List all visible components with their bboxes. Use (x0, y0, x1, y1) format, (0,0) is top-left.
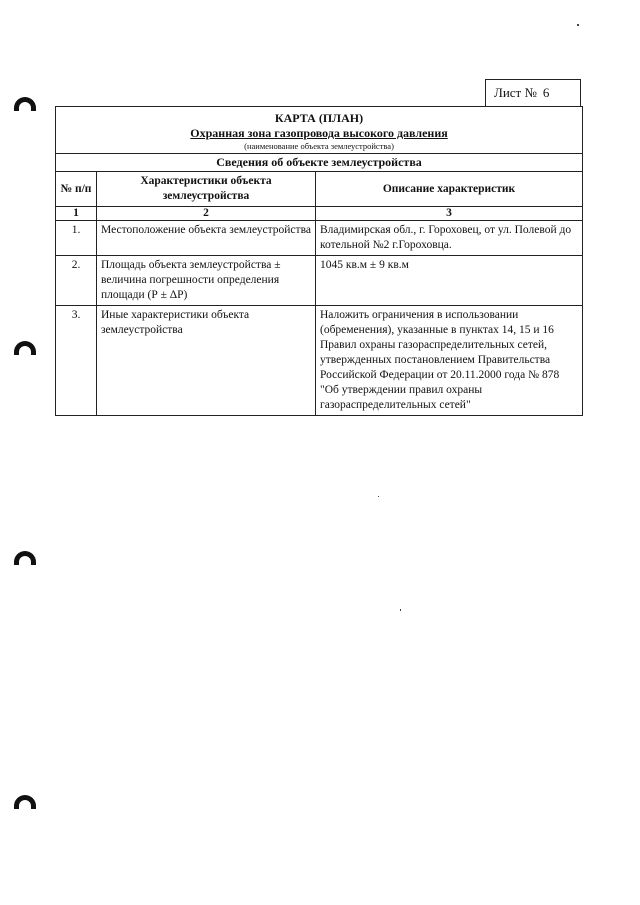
row-description: Владимирская обл., г. Гороховец, от ул. Полевой до котельной №2 г.Гороховца. (316, 221, 583, 256)
sheet-number: 6 (542, 85, 550, 100)
table-row (56, 221, 583, 256)
punch-hole-mark (14, 341, 36, 355)
table-row (56, 256, 583, 306)
map-header (56, 107, 583, 154)
section-title: Сведения об объекте землеустройства (56, 154, 583, 172)
sheet-label: Лист № (494, 85, 537, 100)
punch-hole-mark (14, 795, 36, 809)
land-object-table (55, 106, 583, 416)
row-characteristic: Площадь объекта землеустройства ± величина погрешности определения площади (Р ± ΔР) (97, 256, 316, 306)
row-characteristic: Иные характеристики объекта землеустройства (97, 306, 316, 416)
object-name: Охранная зона газопровода высокого давления (190, 126, 448, 140)
row-description: Наложить ограничения в использовании (обременения), указанные в пунктах 14, 15 и 16 Правил охраны газораспределительных сетей, утвержденных постановлением Правительства Российской Федерации от 20.11.2000 года № 878 "Об утверждении правил охраны газораспределительных сетей" (316, 306, 583, 416)
punch-hole-mark (14, 97, 36, 111)
row-number: 3. (56, 306, 97, 416)
row-description: 1045 кв.м ± 9 кв.м (316, 256, 583, 306)
column-number: 1 (56, 207, 97, 221)
object-name-caption: (наименование объекта землеустройства) (244, 141, 394, 151)
sheet-number-box (485, 79, 581, 107)
row-number: 1. (56, 221, 97, 256)
column-header-number: № п/п (56, 172, 97, 207)
scan-speck (378, 496, 379, 497)
row-number: 2. (56, 256, 97, 306)
punch-hole-mark (14, 551, 36, 565)
column-number: 3 (316, 207, 583, 221)
scan-speck (577, 24, 579, 26)
scan-speck (400, 609, 401, 611)
column-number: 2 (97, 207, 316, 221)
row-characteristic: Местоположение объекта землеустройства (97, 221, 316, 256)
column-header-description: Описание характеристик (316, 172, 583, 207)
map-title: КАРТА (ПЛАН) (274, 111, 364, 125)
column-header-characteristic: Характеристики объекта землеустройства (97, 172, 316, 207)
table-row (56, 306, 583, 416)
